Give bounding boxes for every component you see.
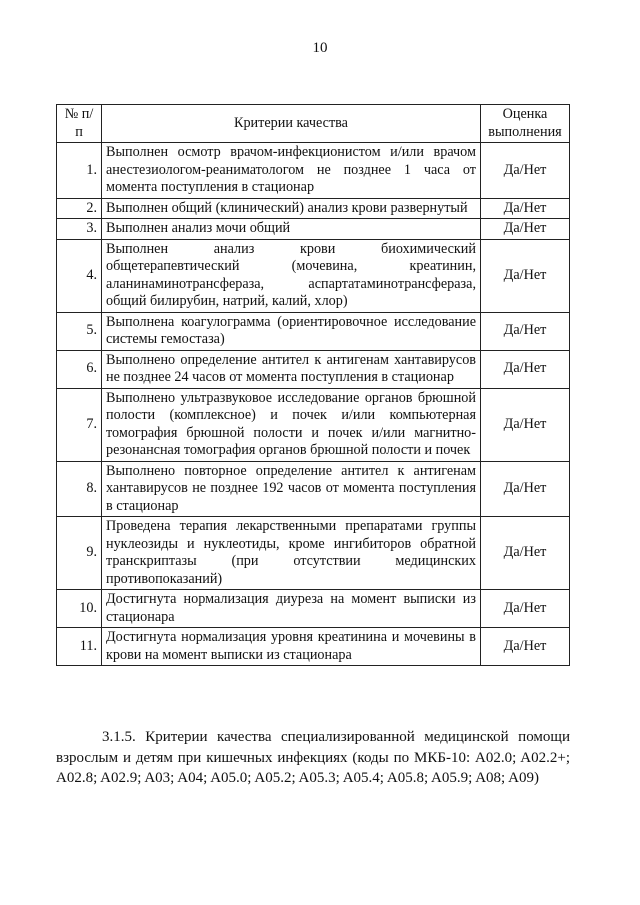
row-evaluation: Да/Нет (481, 517, 570, 590)
row-criterion: Проведена терапия лекарственными препаратами группы нуклеозиды и нуклеотиды, кроме ингибиторов обратной транскриптазы (при отсутствии медицинских противопоказаний) (102, 517, 481, 590)
table-body (57, 143, 570, 666)
table-row (57, 312, 570, 350)
row-evaluation: Да/Нет (481, 628, 570, 666)
table-row (57, 628, 570, 666)
header-number: № п/п (57, 105, 102, 143)
row-number: 9. (57, 517, 102, 590)
row-evaluation: Да/Нет (481, 350, 570, 388)
row-number: 3. (57, 219, 102, 240)
row-criterion: Выполнено определение антител к антигенам хантавирусов не позднее 24 часов от момента поступления в стационар (102, 350, 481, 388)
table-row (57, 388, 570, 461)
row-number: 1. (57, 143, 102, 199)
row-evaluation: Да/Нет (481, 590, 570, 628)
row-number: 5. (57, 312, 102, 350)
row-criterion: Выполнен анализ крови биохимический общетерапевтический (мочевина, креатинин, аланинаминотрансфераза, аспартатаминотрансфераза, общий билирубин, натрий, калий, хлор) (102, 239, 481, 312)
header-criteria: Критерии качества (102, 105, 481, 143)
section-paragraph: 3.1.5. Критерии качества специализированной медицинской помощи взрослым и детям при кишечных инфекциях (коды по МКБ-10: A02.0; A02.2+; A02.8; A02.9; A03; A04; A05.0; A05.2; A05.3; A05.4; A05.8; A05.9; A08; A09) (56, 729, 570, 786)
page-number: 10 (312, 40, 328, 56)
row-evaluation: Да/Нет (481, 388, 570, 461)
table-row (57, 143, 570, 199)
table-row (57, 350, 570, 388)
row-number: 8. (57, 461, 102, 517)
row-number: 10. (57, 590, 102, 628)
row-criterion: Выполнено повторное определение антител к антигенам хантавирусов не позднее 192 часов от момента поступления в стационар (102, 461, 481, 517)
row-evaluation: Да/Нет (481, 239, 570, 312)
row-evaluation: Да/Нет (481, 143, 570, 199)
table-header-row (57, 105, 570, 143)
row-number: 11. (57, 628, 102, 666)
table-row (57, 590, 570, 628)
quality-criteria-table (56, 104, 570, 666)
table-row (57, 461, 570, 517)
row-evaluation: Да/Нет (481, 461, 570, 517)
row-evaluation: Да/Нет (481, 198, 570, 219)
table-row (57, 239, 570, 312)
row-criterion: Выполнен анализ мочи общий (102, 219, 481, 240)
row-number: 4. (57, 239, 102, 312)
table-row (57, 517, 570, 590)
row-criterion: Выполнен осмотр врачом-инфекционистом и/или врачом анестезиологом-реаниматологом не позднее 1 часа от момента поступления в стационар (102, 143, 481, 199)
row-number: 7. (57, 388, 102, 461)
row-criterion: Выполнен общий (клинический) анализ крови развернутый (102, 198, 481, 219)
row-evaluation: Да/Нет (481, 219, 570, 240)
row-number: 2. (57, 198, 102, 219)
table-row (57, 219, 570, 240)
header-evaluation: Оценка выполнения (481, 105, 570, 143)
row-criterion: Достигнута нормализация диуреза на момент выписки из стационара (102, 590, 481, 628)
row-criterion: Достигнута нормализация уровня креатинина и мочевины в крови на момент выписки из стационара (102, 628, 481, 666)
row-criterion: Выполнена коагулограмма (ориентировочное исследование системы гемостаза) (102, 312, 481, 350)
row-number: 6. (57, 350, 102, 388)
table-row (57, 198, 570, 219)
row-criterion: Выполнено ультразвуковое исследование органов брюшной полости (комплексное) и почек и/или компьютерная томография брюшной полости и почек и/или магнитно-резонансная томография органов брюшной полости и почек (102, 388, 481, 461)
row-evaluation: Да/Нет (481, 312, 570, 350)
